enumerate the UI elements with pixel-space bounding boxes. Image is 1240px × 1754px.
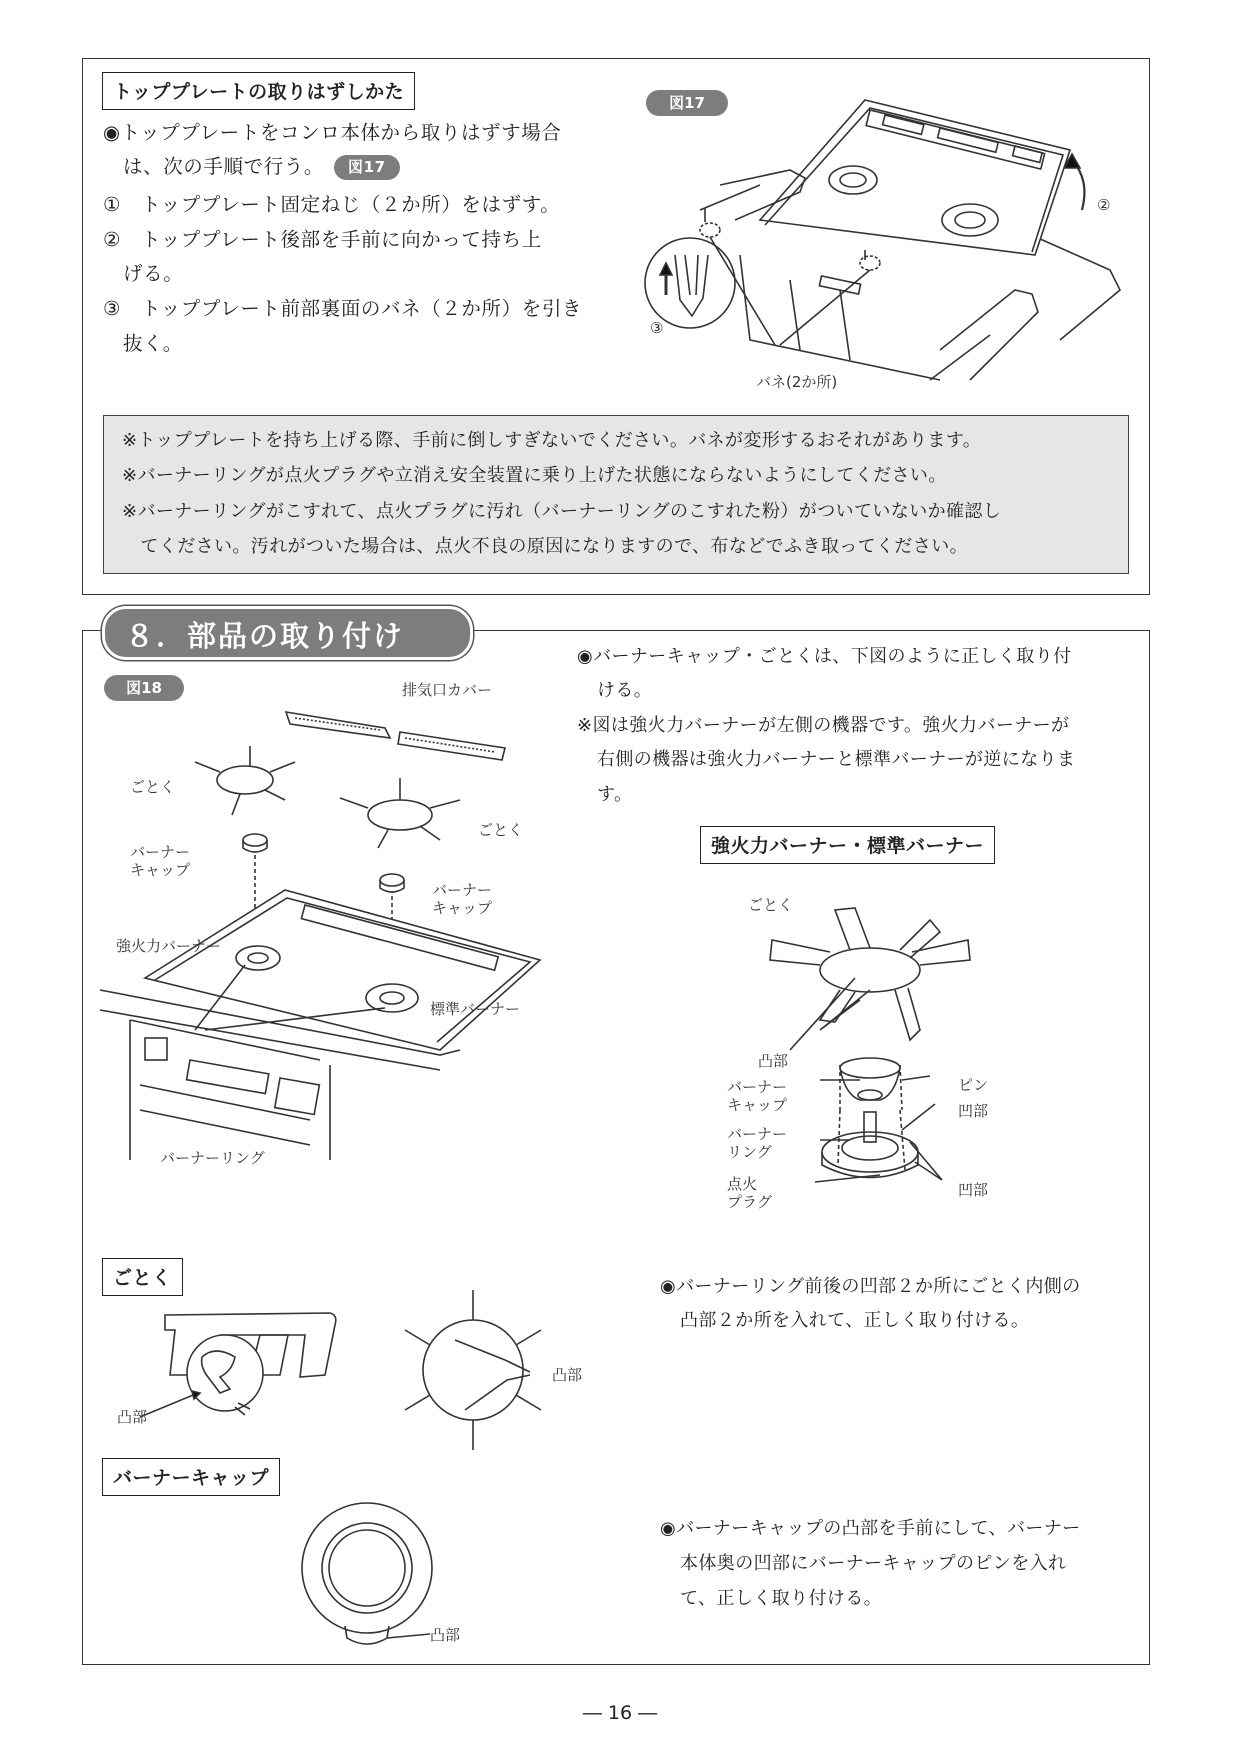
fig17-arrow3-label: ③ xyxy=(650,319,664,337)
gotoku-heading: ごとく xyxy=(102,1258,183,1296)
detail-plug-label2: プラグ xyxy=(727,1193,773,1211)
fig18-cap-right-label1: バーナー xyxy=(432,881,493,899)
fig17-arrow2-label: ② xyxy=(1097,196,1111,214)
gotoku-top-illustration xyxy=(395,1290,555,1450)
detail-gotoku-label: ごとく xyxy=(748,896,794,914)
section8-para2-line2: 右側の機器は強火力バーナーと標準バーナーが逆になりま xyxy=(597,749,1076,770)
detail-pin-label: ピン xyxy=(958,1076,989,1094)
burner-detail-illustration xyxy=(760,880,990,1230)
removal-step1: ① トッププレート固定ねじ（２か所）をはずす。 xyxy=(103,193,561,216)
removal-note-1: ※トッププレートを持ち上げる際、手前に倒しすぎないでください。バネが変形するおそれがあります。 xyxy=(122,430,982,451)
fig17-spring-label: バネ(2か所) xyxy=(756,373,838,391)
gotoku-convex-label-left: 凸部 xyxy=(117,1408,148,1426)
removal-note-4: てください。汚れがついた場合は、点火不良の原因になりますので、布などでふき取ってください。 xyxy=(122,536,969,557)
removal-intro-text: は、次の手順で行う。 xyxy=(123,155,325,178)
fig18-gotoku-left-label: ごとく xyxy=(130,778,176,796)
removal-step2-line2: げる。 xyxy=(123,262,184,285)
detail-ring-label2: リング xyxy=(727,1143,772,1161)
section8-title-banner xyxy=(102,606,473,660)
removal-step2-line1: ② トッププレート後部を手前に向かって持ち上 xyxy=(103,228,542,251)
detail-convex-label: 凸部 xyxy=(758,1052,789,1070)
fig17-illustration xyxy=(640,80,1140,400)
detail-ring-label1: バーナー xyxy=(727,1125,788,1143)
removal-note-3: ※バーナーリングがこすれて、点火プラグに汚れ（バーナーリングのこすれた粉）がついていないか確認し xyxy=(122,501,1002,522)
cap-convex-label: 凸部 xyxy=(430,1626,461,1644)
detail-concave1-label: 凹部 xyxy=(958,1102,989,1120)
cap-para-line3: て、正しく取り付ける。 xyxy=(680,1588,883,1609)
removal-intro-line2 xyxy=(123,150,400,184)
detail-concave2-label: 凹部 xyxy=(958,1181,989,1199)
gotoku-side-illustration xyxy=(120,1305,350,1445)
fig17-badge: 図17 xyxy=(646,90,728,116)
fig18-strong-burner-label: 強火力バーナー xyxy=(116,937,222,955)
removal-heading: トッププレートの取りはずしかた xyxy=(102,72,415,110)
section8-para2-line3: す。 xyxy=(597,784,633,805)
fig18-standard-burner-label: 標準バーナー xyxy=(430,1000,521,1018)
fig18-illustration xyxy=(100,690,560,1180)
fig17-ref-badge: 図17 xyxy=(334,155,400,180)
cap-top-illustration xyxy=(295,1498,445,1658)
gotoku-para-line1: ◉バーナーリング前後の凹部２か所にごとく内側の xyxy=(660,1276,1081,1297)
fig18-cap-right-label2: キャップ xyxy=(432,899,493,917)
cap-para-line1: ◉バーナーキャップの凸部を手前にして、バーナー xyxy=(660,1518,1081,1539)
fig18-gotoku-right-label: ごとく xyxy=(478,821,524,839)
cap-para-line2: 本体奥の凹部にバーナーキャップのピンを入れ xyxy=(680,1553,1067,1574)
cap-heading: バーナーキャップ xyxy=(102,1458,280,1496)
fig18-exhaust-label: 排気口カバー xyxy=(402,681,493,699)
fig18-ring-label: バーナーリング xyxy=(160,1149,265,1167)
removal-step3-line1: ③ トッププレート前部裏面のバネ（２か所）を引き xyxy=(103,297,583,320)
gotoku-para-line2: 凸部２か所を入れて、正しく取り付ける。 xyxy=(680,1310,1030,1331)
detail-plug-label1: 点火 xyxy=(727,1175,758,1193)
section8-para1-line2: ける。 xyxy=(597,680,653,701)
page-number: ― 16 ― xyxy=(582,1702,658,1724)
removal-step3-line2: 抜く。 xyxy=(123,332,183,355)
fig18-badge: 図18 xyxy=(104,675,184,701)
section8-title: ８．部品の取り付け xyxy=(125,619,405,653)
burner-detail-heading: 強火力バーナー・標準バーナー xyxy=(700,826,995,864)
fig18-cap-left-label2: キャップ xyxy=(130,861,191,879)
detail-cap-label1: バーナー xyxy=(727,1078,788,1096)
removal-note-2: ※バーナーリングが点火プラグや立消え安全装置に乗り上げた状態にならないようにしてください。 xyxy=(122,465,947,486)
detail-cap-label2: キャップ xyxy=(727,1096,788,1114)
removal-intro-line1: ◉トッププレートをコンロ本体から取りはずす場合 xyxy=(103,121,562,144)
fig18-cap-left-label1: バーナー xyxy=(130,843,191,861)
section8-para2-line1: ※図は強火力バーナーが左側の機器です。強火力バーナーが xyxy=(577,715,1070,736)
gotoku-convex-label-right: 凸部 xyxy=(552,1366,583,1384)
section8-para1-line1: ◉バーナーキャップ・ごとくは、下図のように正しく取り付 xyxy=(577,646,1072,667)
